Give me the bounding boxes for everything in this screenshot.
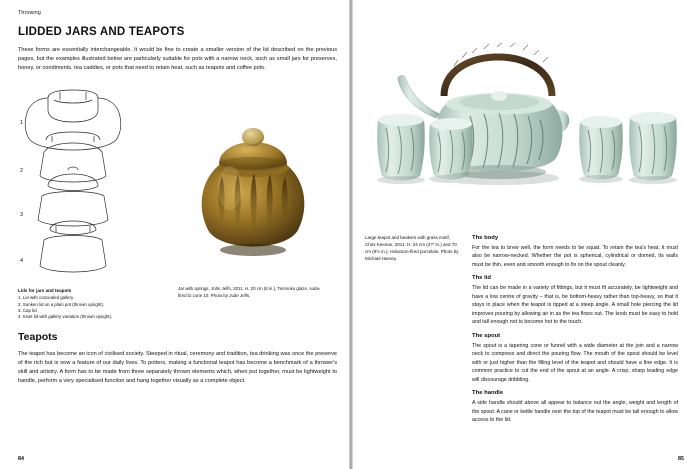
photo-caption-column xyxy=(365,235,461,431)
section-text-body: For the tea to brew well, the form needs to be squat. To retain the tea's heat, it must also be narrow-necked. Whether the pot is spherical, cylindrical or domed, its walls must be thin, even and smooth enough to fix on the spout cleanly. xyxy=(472,245,678,268)
section-text-lid: The lid can be made in a variety of fittings, but it must fit accurately, be lightweight and have a low centre of gravity – that is, be bottom-heavy rather than top-heavy, so that it stays in place when the teapot is tipped at a steep angle. A small hole piercing the lid improves pouring by allowing air in as the tea flows out. The knob must be easy to hold and tall enough not to become hot to the touch. xyxy=(472,285,678,326)
running-head: Throwing xyxy=(18,10,41,16)
jar-photo-svg xyxy=(178,80,328,280)
teapot-spout xyxy=(398,76,440,118)
figure-row xyxy=(18,80,337,321)
diagram-caption-line-4: 4. Inset lid with gallery variation (thrown upright). xyxy=(18,314,113,320)
diagram-caption xyxy=(18,288,168,321)
beaker-group-left xyxy=(377,114,473,181)
beaker-4-rim xyxy=(630,112,676,124)
section-text-spout: The spout is a tapering cone or funnel with a wide diameter at the join and a narrow neck to compress and direct the pouring flow. The mouth of the spout should be level with or just higher than the filling level of the teapot and should have a fine edge. It is common practice to cut the end of the spout at an angle. A crisp, sharp leading edge will discourage dribbling. xyxy=(472,342,678,383)
teapot-photo-svg xyxy=(366,10,683,226)
right-page xyxy=(351,0,700,469)
folio-left: 84 xyxy=(18,456,24,462)
diagram-caption-title: Lids for jars and teapots xyxy=(18,288,72,294)
jar-figure xyxy=(178,80,328,299)
teapot-knob xyxy=(491,91,507,101)
teapot-photo xyxy=(366,10,683,226)
teapots-heading: Teapots xyxy=(18,330,58,343)
intro-paragraph: These forms are essentially interchangeable. It would be fine to create a smaller version of the lid described on the previous pages, but the examples illustrated below are particularly suitable for pots with a narrow neck, such as small jars for preserves, honey, or condiments, tea caddies, or pots that need to retain heat, such as teapots and coffee pots. xyxy=(18,47,337,72)
photo-caption: Large teapot and beakers with grass motif, Chris Keenan, 2011. H. 24 cm (2?" in.) and 70 cm (9½ in.), reduction-fired porcelain. Photo by Michael Harvey. xyxy=(365,235,459,261)
lid-diagram xyxy=(18,80,168,321)
right-columns xyxy=(365,235,684,431)
section-heading-body: The body xyxy=(472,235,499,241)
teapot xyxy=(398,43,569,179)
section-heading-handle: The handle xyxy=(472,390,504,397)
jar-photo xyxy=(178,80,328,280)
shadows xyxy=(377,171,677,185)
diagram-label-2: 2 xyxy=(20,168,24,175)
jar-highlight xyxy=(218,166,242,210)
diagram-label-1: 1 xyxy=(20,120,24,127)
jar-knob xyxy=(242,128,264,146)
folio-right: 85 xyxy=(678,456,684,462)
diagram-caption-line-1: 1. Lid with concealed gallery. xyxy=(18,295,75,301)
diagram-label-4: 4 xyxy=(20,258,24,265)
section-text-handle: A side handle should above all appear to balance out the angle, weight and length of the spout. A cane or kettle handle over the top of the teapot must be tall enough to allow access to the lid. xyxy=(472,400,678,424)
page-title: LIDDED JARS AND TEAPOTS xyxy=(18,26,185,38)
beaker-2-rim xyxy=(430,118,472,130)
page-gutter xyxy=(349,0,353,469)
beaker-1-rim xyxy=(378,114,424,126)
text-column xyxy=(472,235,678,431)
diagram-caption-line-2: 2. Sunken lid on a plain pot (thrown upright). xyxy=(18,301,105,307)
diagram-caption-line-3: 3. Cap lid. xyxy=(18,307,38,313)
jar-foot xyxy=(220,244,286,256)
diagram-label-3: 3 xyxy=(20,212,24,219)
teapots-paragraph: The teapot has become an icon of civilised society. Steeped in ritual, ceremony and tradition, tea drinking was once the preserve of the rich but is now a feature of our daily lives. To potters, making a functional teapot has become a benchmark of a thrower's skill and artistry. A form has to be made from three separately thrown elements which, when put together, must be lightweight to handle, perform a very specialised function and hang together visually as a complete object. xyxy=(18,350,337,384)
beaker-3-rim xyxy=(580,116,622,128)
teapot-cane-handle xyxy=(444,57,552,96)
beaker-group-right xyxy=(579,112,677,181)
section-heading-lid: The lid xyxy=(472,275,491,282)
jar-caption: Jar with springs, John Jelfs, 2011. H. 20 cm (8 in.), Tenmoku glaze, soda-fired to cone 10. Photo by Jude Jelfs. xyxy=(178,286,321,298)
lid-diagram-svg xyxy=(18,80,168,280)
section-heading-spout: The spout xyxy=(472,332,501,339)
